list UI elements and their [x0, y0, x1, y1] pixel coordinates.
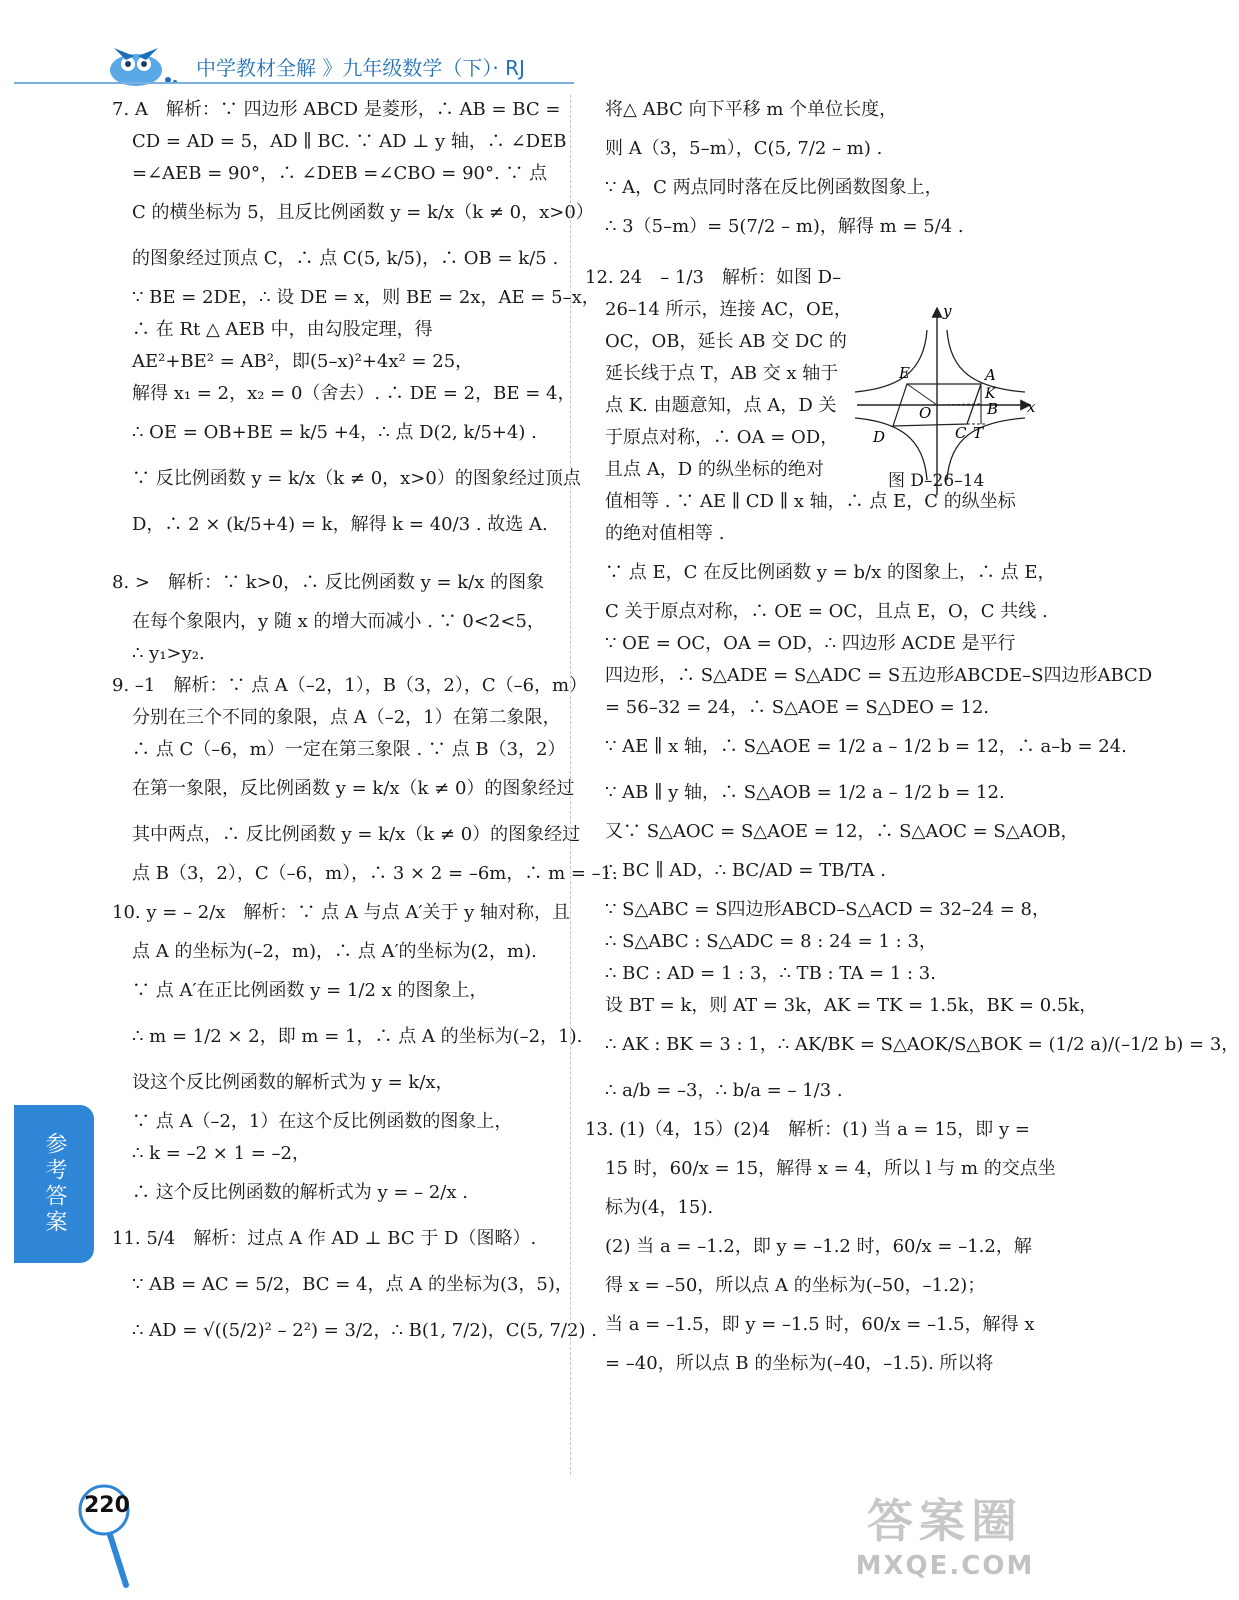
answer-line: 在每个象限内，y 随 x 的增大而减小 . ∵ 0<2<5， — [132, 611, 545, 632]
answer-line: ∵ 反比例函数 y = k/x（k ≠ 0，x>0）的图象经过顶点 — [132, 468, 581, 489]
figure-caption: 图 D–26–14 — [888, 471, 985, 491]
right-column — [585, 94, 1239, 1380]
answer-line: = –40，所以点 B 的坐标为(–40，–1.5). 所以将 — [605, 1353, 994, 1374]
answer-line: D，∴ 2 × (k/5+4) = k，解得 k = 40/3 . 故选 A. — [132, 514, 548, 535]
answer-line: ∵ 点 A（–2，1）在这个反比例函数的图象上， — [132, 1111, 513, 1132]
answer-line: 设 BT = k，则 AT = 3k，AK = TK = 1.5k，BK = 0.5k， — [605, 995, 1098, 1016]
answer-line: ∵ A，C 两点同时落在反比例函数图象上， — [605, 177, 943, 198]
label-c: C — [955, 424, 967, 442]
watermark-logo — [830, 1485, 1060, 1595]
answer-line: ∴ AK : BK = 3 : 1，∴ AK/BK = S△AOK/S△BOK = (1/2 a)/(–1/2 b) = 3， — [605, 1034, 1239, 1055]
answer-line: ∵ BE = 2DE，∴ 设 DE = x，则 BE = 2x，AE = 5–x， — [132, 287, 600, 308]
answer-line: OC，OB，延长 AB 交 DC 的 — [605, 331, 847, 352]
answer-line: 的图象经过顶点 C，∴ 点 C(5, k/5)，∴ OB = k/5 . — [132, 248, 559, 269]
answer-line: 的绝对值相等 . — [605, 523, 725, 544]
answer-line: 在第一象限，反比例函数 y = k/x（k ≠ 0）的图象经过 — [132, 778, 575, 799]
label-k: K — [985, 386, 996, 402]
answer-line: 则 A（3，5–m），C(5, 7/2 – m) . — [605, 138, 883, 159]
answer-line: 7. A 解析：∵ 四边形 ABCD 是菱形，∴ AB = BC = — [112, 99, 561, 120]
label-b: B — [987, 400, 999, 418]
answer-line: ∵ AE ∥ x 轴，∴ S△AOE = 1/2 a – 1/2 b = 12，∴ a–b = 24. — [605, 736, 1127, 757]
answer-line: 8. > 解析：∵ k>0，∴ 反比例函数 y = k/x 的图象 — [112, 572, 545, 593]
page-number: 220 — [84, 1493, 130, 1518]
hyperbola-branch — [855, 330, 927, 392]
answer-line: 当 a = –1.5，即 y = –1.5 时，60/x = –1.5，解得 x — [605, 1314, 1035, 1335]
answer-line: ∵ OE = OC，OA = OD，∴ 四边形 ACDE 是平行 — [605, 633, 1016, 654]
answer-line: 得 x = –50，所以点 A 的坐标为(–50，–1.2)； — [605, 1275, 986, 1296]
answer-line: 延长线于点 T，AB 交 x 轴于 — [605, 363, 839, 384]
answer-line: 11. 5/4 解析：过点 A 作 AD ⊥ BC 于 D（图略）. — [112, 1228, 537, 1249]
answer-line: 其中两点，∴ 反比例函数 y = k/x（k ≠ 0）的图象经过 — [132, 824, 581, 845]
header-divider — [14, 82, 574, 84]
answer-line: ∵ S△ABC = S四边形ABCD–S△ACD = 32–24 = 8， — [605, 899, 1050, 920]
label-a: A — [985, 366, 996, 384]
answer-line: ∵ AB = AC = 5/2，BC = 4，点 A 的坐标为(3，5)， — [132, 1274, 573, 1295]
answer-line: 10. y = – 2/x 解析：∵ 点 A 与点 A′关于 y 轴对称，且 — [112, 902, 571, 923]
answer-line: =∠AEB = 90°，∴ ∠DEB =∠CBO = 90°. ∵ 点 — [132, 163, 548, 184]
answer-line: 点 A 的坐标为(–2，m)，∴ 点 A′的坐标为(2，m). — [132, 941, 537, 962]
answer-line: 于原点对称，∴ OA = OD， — [605, 427, 839, 448]
answer-line: 15 时，60/x = 15，解得 x = 4，所以 l 与 m 的交点坐 — [605, 1158, 1056, 1179]
owl-mascot-logo — [100, 40, 180, 88]
answer-line: C 关于原点对称，∴ OE = OC，且点 E，O，C 共线 . — [605, 601, 1048, 622]
left-column — [112, 94, 618, 1354]
segment-oe — [907, 384, 937, 405]
answer-line: 解得 x₁ = 2，x₂ = 0（舍去）. ∴ DE = 2，BE = 4， — [132, 383, 576, 404]
answer-line: AE²+BE² = AB²，即(5–x)²+4x² = 25， — [132, 351, 474, 372]
answer-line: = 56–32 = 24，∴ S△AOE = S△DEO = 12. — [605, 697, 990, 718]
answer-line: ∴ m = 1/2 × 2，即 m = 1，∴ 点 A 的坐标为(–2，1). — [132, 1026, 583, 1047]
answer-line: ∴ 在 Rt △ AEB 中，由勾股定理，得 — [132, 319, 433, 340]
header-title: 中学教材全解 》九年级数学（下）· RJ — [196, 56, 525, 80]
answer-line: 分别在三个不同的象限，点 A（–2，1）在第二象限， — [132, 707, 561, 728]
answer-line: ∴ BC : AD = 1 : 3，∴ TB : TA = 1 : 3. — [605, 963, 936, 984]
answer-line: 12. 24 – 1/3 解析：如图 D– — [585, 267, 842, 288]
answer-line: ∴ BC ∥ AD，∴ BC/AD = TB/TA . — [605, 860, 886, 881]
answer-line: 又∵ S△AOC = S△AOE = 12，∴ S△AOC = S△AOB， — [605, 821, 1079, 842]
answer-line: 四边形，∴ S△ADE = S△ADC = S五边形ABCDE–S四边形ABCD — [605, 665, 1153, 686]
answer-line: 点 K. 由题意知，点 A，D 关 — [605, 395, 837, 416]
label-t: T — [973, 424, 984, 442]
answer-line: 点 B（3，2），C（–6，m），∴ 3 × 2 = –6m，∴ m = –1. — [132, 863, 618, 884]
answer-line: ∴ a/b = –3，∴ b/a = – 1/3 . — [605, 1080, 843, 1101]
label-x: x — [1027, 398, 1036, 416]
answer-line: 值相等 . ∵ AE ∥ CD ∥ x 轴，∴ 点 E，C 的纵坐标 — [605, 491, 1016, 512]
section-side-tab: 参考答案 — [14, 1105, 94, 1263]
answer-line: ∴ S△ABC : S△ADC = 8 : 24 = 1 : 3， — [605, 931, 937, 952]
watermark-url: MXQE.COM — [855, 1551, 1035, 1581]
answer-line: 将△ ABC 向下平移 m 个单位长度， — [605, 99, 898, 120]
answer-line: 且点 A，D 的纵坐标的绝对 — [605, 459, 824, 480]
label-d: D — [873, 428, 886, 446]
page-header — [0, 0, 1070, 90]
answer-line: (2) 当 a = –1.2，即 y = –1.2 时，60/x = –1.2，解 — [605, 1236, 1032, 1257]
label-e: E — [899, 364, 910, 382]
answer-line: 9. –1 解析：∵ 点 A（–2，1），B（3，2），C（–6，m） — [112, 675, 588, 696]
answer-line: 标为(4，15). — [605, 1197, 714, 1218]
answer-line: ∵ AB ∥ y 轴，∴ S△AOB = 1/2 a – 1/2 b = 12. — [605, 782, 1005, 803]
watermark-text: 答案圈 — [867, 1494, 1023, 1548]
answer-line: ∴ OE = OB+BE = k/5 +4，∴ 点 D(2, k/5+4) . — [132, 422, 537, 443]
label-o: O — [919, 404, 932, 422]
answer-line: ∵ 点 E，C 在反比例函数 y = b/x 的图象上，∴ 点 E， — [605, 562, 1056, 583]
column-divider — [570, 95, 571, 1475]
answer-line: C 的横坐标为 5，且反比例函数 y = k/x（k ≠ 0，x>0） — [132, 202, 594, 223]
answer-line: 13. (1)（4，15）(2)4 解析：(1) 当 a = 15，即 y = — [585, 1119, 1030, 1140]
answer-line: ∴ 这个反比例函数的解析式为 y = – 2/x . — [132, 1182, 468, 1203]
answer-line: ∴ 点 C（–6，m）一定在第三象限 . ∵ 点 B（3，2） — [132, 739, 566, 760]
answer-line: 设这个反比例函数的解析式为 y = k/x， — [132, 1072, 454, 1093]
answer-line: 26–14 所示，连接 AC，OE， — [605, 299, 852, 320]
answer-line: ∴ k = –2 × 1 = –2， — [132, 1143, 311, 1164]
answer-line: ∴ AD = √((5/2)² – 2²) = 3/2，∴ B(1, 7/2)，C(5, 7/2) . — [132, 1320, 597, 1341]
label-y: y — [943, 302, 952, 320]
answer-line: ∴ y₁>y₂. — [132, 643, 205, 664]
answer-line: ∵ 点 A′在正比例函数 y = 1/2 x 的图象上， — [132, 980, 488, 1001]
answer-line: ∴ 3（5–m）= 5(7/2 – m)，解得 m = 5/4 . — [605, 216, 964, 237]
answer-line: CD = AD = 5，AD ∥ BC. ∵ AD ⊥ y 轴，∴ ∠DEB — [132, 131, 567, 152]
